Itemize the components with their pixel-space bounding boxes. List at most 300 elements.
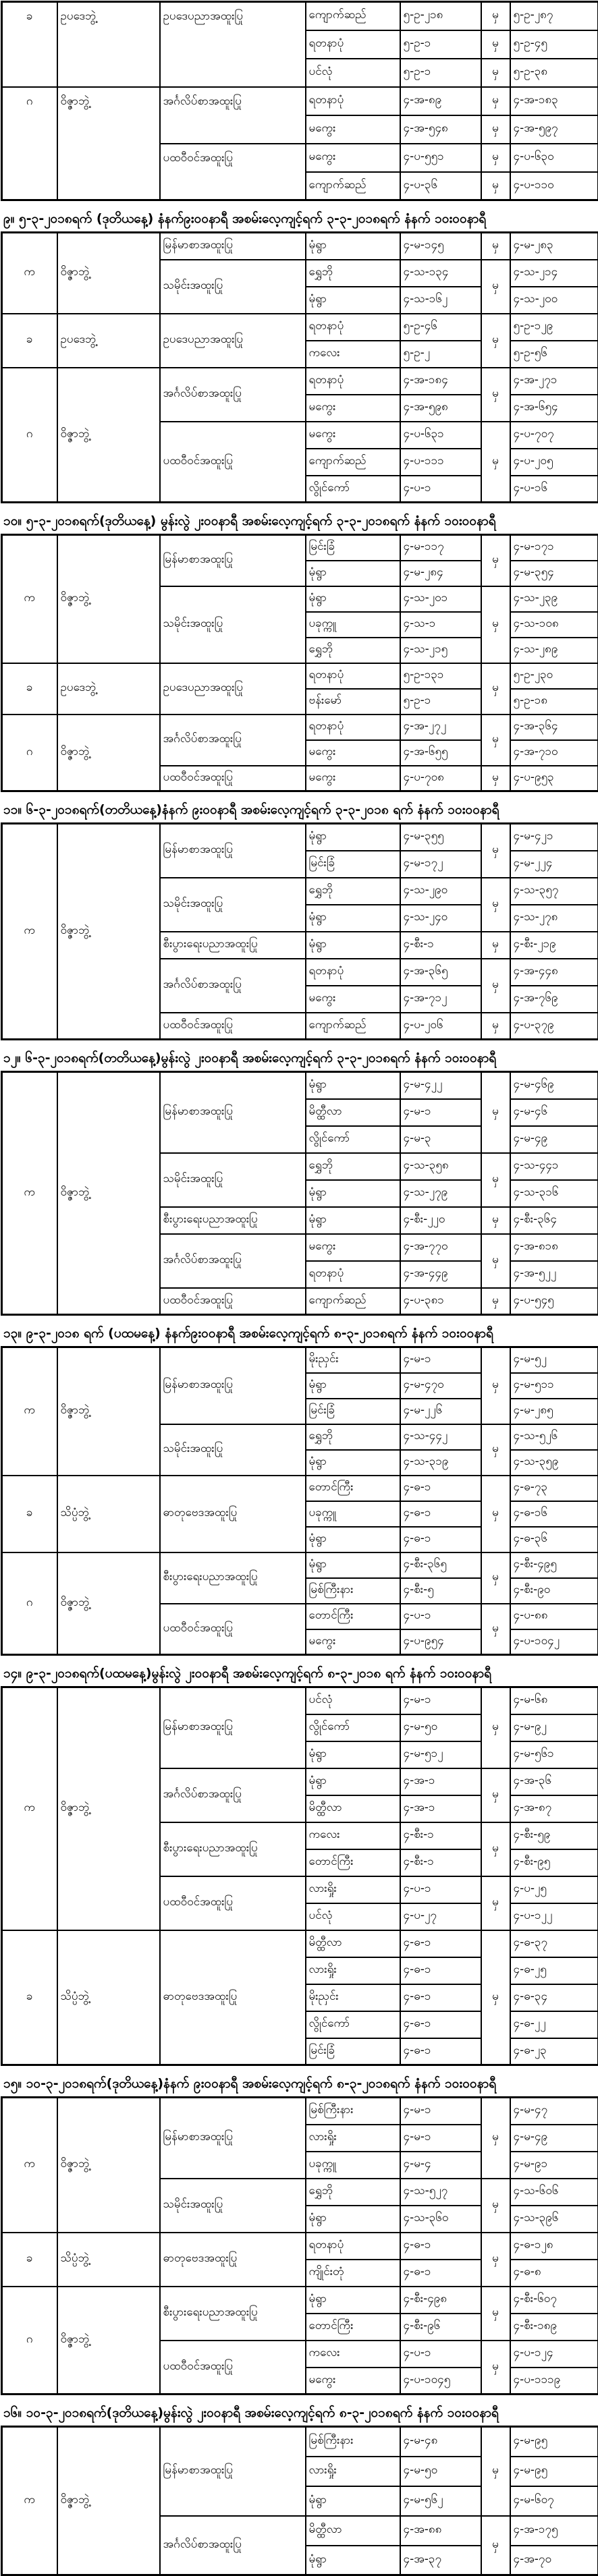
- exam-center-cell: မိုးညှင်း: [306, 1984, 400, 2011]
- subject-cell: ဓာတုဗေဒအထူးပြု: [160, 1476, 306, 1552]
- roll-to-cell: ၄-စီး-၉၅: [510, 1849, 598, 1876]
- subject-cell: သမိုင်းအထူးပြု: [160, 260, 306, 314]
- exam-center-cell: မုံရွာ: [306, 2287, 400, 2314]
- roll-from-cell: ၄-မ-၁: [400, 1099, 481, 1126]
- degree-cell: ဝိဇ္ဇာဘွဲ့: [57, 2427, 160, 2575]
- roll-from-cell: ၄-စီး-၃၆၅: [400, 1552, 481, 1578]
- degree-cell: ဥပဒေဘွဲ့: [57, 314, 160, 368]
- table-row: [2, 233, 598, 260]
- roll-from-cell: ၄-အ-၃၇: [400, 2546, 481, 2575]
- section-heading: ၁၅။ ၁၀-၃-၂၀၁၈ရက်(ဒုတိယနေ့)နံနက် ၉း၀၀နာရီ အစမ်းလေ့ကျင့်ရက် ၈-၃-၂၀၁၈ရက် နံနက် ၁၀း၀၀နာရီ: [1, 2066, 597, 2096]
- roll-to-cell: ၄-မ-၄၆၉: [510, 1072, 598, 1099]
- exam-center-cell: ရွှေဘို: [306, 638, 400, 663]
- subject-cell: ဓာတုဗေဒအထူးပြု: [160, 1930, 306, 2065]
- from-to-connector-cell: မှ: [481, 2287, 510, 2341]
- subject-cell: မြန်မာစာအထူးပြု: [160, 2427, 306, 2516]
- from-to-connector-cell: မှ: [481, 1876, 510, 1930]
- roll-from-cell: ၄-ပ-၁: [400, 1604, 481, 1629]
- roll-to-cell: ၄-ဓ-၁၂၈: [510, 2233, 598, 2260]
- roll-to-cell: ၄-ပ-၆၃၀: [510, 144, 598, 172]
- subject-cell: မြန်မာစာအထူးပြု: [160, 1072, 306, 1153]
- from-to-connector-cell: မှ: [481, 144, 510, 172]
- subject-cell: စီးပွားရေးပညာအထူးပြု: [160, 1822, 306, 1876]
- serial-cell: ခ: [2, 1930, 57, 2065]
- exam-center-cell: ရတနာပုံ: [306, 663, 400, 689]
- roll-from-cell: ၄-အ-၇၁၂: [400, 986, 481, 1013]
- exam-center-cell: မုံရွာ: [306, 1373, 400, 1399]
- exam-center-cell: ရွှေဘို: [306, 878, 400, 905]
- roll-from-cell: ၄-ပ-၆၃၁: [400, 422, 481, 449]
- from-to-connector-cell: မှ: [481, 1288, 510, 1315]
- exam-center-cell: မုံရွာ: [306, 287, 400, 314]
- roll-from-cell: ၄-မ-၁၁၇: [400, 535, 481, 561]
- from-to-connector-cell: မှ: [481, 1476, 510, 1552]
- roll-from-cell: ၄-ပ-၂၀၆: [400, 1013, 481, 1040]
- roll-to-cell: ၄-ဓ-၂၃: [510, 2038, 598, 2065]
- from-to-connector-cell: မှ: [481, 932, 510, 959]
- exam-center-cell: မုံရွာ: [306, 2206, 400, 2233]
- from-to-connector-cell: မှ: [481, 586, 510, 663]
- serial-cell: က: [2, 1072, 57, 1315]
- exam-center-cell: မိတ္ထီလာ: [306, 1795, 400, 1822]
- schedule-section: [1, 1316, 597, 1656]
- roll-from-cell: ၄-မ-၁၄၅: [400, 233, 481, 260]
- roll-from-cell: ၄-မ-၄: [400, 2152, 481, 2179]
- roll-from-cell: ၄-စီး-၁: [400, 1849, 481, 1876]
- roll-to-cell: ၄-သ-၂၁၄: [510, 260, 598, 287]
- roll-from-cell: ၄-မ-၅၁၂: [400, 1741, 481, 1768]
- exam-center-cell: လွိုင်ကော်: [306, 476, 400, 503]
- schedule-section: [1, 1, 597, 201]
- from-to-connector-cell: မှ: [481, 87, 510, 115]
- roll-from-cell: ၄-အ-၁: [400, 1768, 481, 1795]
- from-to-connector-cell: မှ: [481, 2427, 510, 2516]
- section-heading: ၁၂။ ၆-၃-၂၀၁၈ရက်(တတိယနေ့)မွန်းလွဲ ၂း၀၀နာရီ အစမ်းလေ့ကျင့်ရက် ၃-၃-၂၀၁၈ရက် နံနက် ၁၀း၀၀နာရီ: [1, 1040, 597, 1071]
- exam-center-cell: မုံရွာ: [306, 1768, 400, 1795]
- from-to-connector-cell: မှ: [481, 422, 510, 503]
- serial-cell: က: [2, 535, 57, 663]
- exam-center-cell: မြစ်ကြီးနား: [306, 2427, 400, 2457]
- schedule-section: [1, 1040, 597, 1316]
- subject-cell: ဥပဒေပညာအထူးပြု: [160, 663, 306, 715]
- roll-from-cell: ၄-မ-၅၀: [400, 1714, 481, 1741]
- roll-to-cell: ၄-အ-၇၆၉: [510, 986, 598, 1013]
- roll-from-cell: ၄-မ-၁: [400, 1687, 481, 1714]
- from-to-connector-cell: မှ: [481, 2341, 510, 2395]
- roll-to-cell: ၄-မ-၄၇: [510, 2098, 598, 2125]
- exam-center-cell: မုံရွာ: [306, 586, 400, 612]
- serial-cell: ခ: [2, 2233, 57, 2287]
- roll-from-cell: ၄-မ-၁: [400, 2098, 481, 2125]
- roll-to-cell: ၄-ဓ-၂၅: [510, 1957, 598, 1984]
- roll-to-cell: ၄-ပ-၁၁၁၉: [510, 2368, 598, 2395]
- subject-cell: မြန်မာစာအထူးပြု: [160, 1687, 306, 1768]
- roll-to-cell: ၄-မ-၄၆: [510, 1099, 598, 1126]
- roll-to-cell: ၄-မ-၅၂: [510, 1347, 598, 1373]
- roll-from-cell: ၅-ဥ-၁: [400, 59, 481, 87]
- exam-center-cell: တောင်ကြီး: [306, 1849, 400, 1876]
- roll-to-cell: ၅-ဥ-၄၅: [510, 30, 598, 59]
- exam-center-cell: ပင်လုံ: [306, 1903, 400, 1930]
- exam-center-cell: လွိုင်ကော်: [306, 2011, 400, 2038]
- exam-seating-table: [1, 1346, 598, 1656]
- roll-to-cell: ၄-သ-၅၂၆: [510, 1424, 598, 1450]
- exam-center-cell: မကွေး: [306, 766, 400, 791]
- exam-center-cell: တောင်ကြီး: [306, 2314, 400, 2341]
- from-to-connector-cell: မှ: [481, 2233, 510, 2287]
- roll-to-cell: ၄-အ-၂၇၁: [510, 368, 598, 395]
- roll-from-cell: ၄-အ-၆၅၅: [400, 740, 481, 766]
- exam-center-cell: ရတနာပုံ: [306, 314, 400, 341]
- subject-cell: စီးပွားရေးပညာအထူးပြု: [160, 1552, 306, 1604]
- exam-center-cell: ရတနာပုံ: [306, 368, 400, 395]
- roll-to-cell: ၄-သ-၃၅၉: [510, 1450, 598, 1476]
- roll-from-cell: ၅-ဥ-၂၁၈: [400, 2, 481, 30]
- roll-from-cell: ၄-အ-၁: [400, 1795, 481, 1822]
- roll-from-cell: ၄-မ-၁၇၂: [400, 851, 481, 878]
- exam-center-cell: ကလေး: [306, 1822, 400, 1849]
- subject-cell: ပထဝီဝင်အထူးပြု: [160, 2341, 306, 2395]
- exam-center-cell: မုံရွာ: [306, 932, 400, 959]
- exam-center-cell: မိတ္ထီလာ: [306, 2516, 400, 2546]
- degree-cell: ဝိဇ္ဇာဘွဲ့: [57, 715, 160, 791]
- roll-to-cell: ၄-သ-၁၀၈: [510, 612, 598, 638]
- exam-center-cell: ရတနာပုံ: [306, 2233, 400, 2260]
- subject-cell: စီးပွားရေးပညာအထူးပြု: [160, 932, 306, 959]
- roll-from-cell: ၄-ပ-၁: [400, 476, 481, 503]
- roll-from-cell: ၄-မ-၂၂၆: [400, 1399, 481, 1424]
- exam-seating-table: [1, 1, 598, 201]
- roll-from-cell: ၄-ပ-၁: [400, 2341, 481, 2368]
- subject-cell: မြန်မာစာအထူးပြု: [160, 233, 306, 260]
- roll-to-cell: ၄-ဓ-၁၆: [510, 1501, 598, 1527]
- roll-from-cell: ၄-မ-၃: [400, 1126, 481, 1153]
- exam-center-cell: ကလေး: [306, 2341, 400, 2368]
- roll-from-cell: ၅-ဥ-၁၃၁: [400, 663, 481, 689]
- exam-center-cell: ပင်လုံ: [306, 1687, 400, 1714]
- exam-center-cell: မြင်းခြံ: [306, 535, 400, 561]
- exam-center-cell: ရတနာပုံ: [306, 715, 400, 740]
- table-row: [2, 1476, 598, 1501]
- exam-center-cell: လားရှိုး: [306, 1876, 400, 1903]
- roll-to-cell: ၄-ဓ-၇၃: [510, 1476, 598, 1501]
- subject-cell: အင်္ဂလိပ်စာအထူးပြု: [160, 715, 306, 766]
- subject-cell: ဥပဒေပညာအထူးပြု: [160, 314, 306, 368]
- degree-cell: ဝိဇ္ဇာဘွဲ့: [57, 368, 160, 503]
- roll-to-cell: ၄-မ-၉၁: [510, 2152, 598, 2179]
- serial-cell: ဂ: [2, 87, 57, 200]
- serial-cell: ဂ: [2, 2287, 57, 2395]
- schedule-section: [1, 792, 597, 1040]
- section-heading: ၁၆။ ၁၀-၃-၂၀၁၈ရက်(ဒုတိယနေ့)မွန်းလွဲ ၂း၀၀နာရီ အစမ်းလေ့ကျင့်ရက် ၈-၃-၂၀၁၈ရက် နံနက် ၁၀း၀၀နာရီ: [1, 2395, 597, 2426]
- from-to-connector-cell: မှ: [481, 2516, 510, 2575]
- schedule-section: [1, 201, 597, 503]
- subject-cell: ပထဝီဝင်အထူးပြု: [160, 766, 306, 791]
- table-row: [2, 2287, 598, 2314]
- degree-cell: သိပ္ပံဘွဲ့: [57, 2233, 160, 2287]
- section-heading: ၁၃။ ၉-၃-၂၀၁၈ ရက် (ပထမနေ့) နံနက်၉း၀၀နာရီ အစမ်းလေ့ကျင့်ရက် ၈-၃-၂၀၁၈ရက် နံနက် ၁၀း၀၀နာရီ: [1, 1316, 597, 1346]
- roll-from-cell: ၄-စီး-၉၆: [400, 2314, 481, 2341]
- roll-from-cell: ၄-သ-၁၆၂: [400, 287, 481, 314]
- roll-from-cell: ၄-ပ-၃၆: [400, 172, 481, 200]
- roll-to-cell: ၄-မ-၉၂: [510, 1714, 598, 1741]
- roll-to-cell: ၄-မ-၂၂၄: [510, 851, 598, 878]
- exam-center-cell: ရတနာပုံ: [306, 30, 400, 59]
- exam-center-cell: မုံရွာ: [306, 1552, 400, 1578]
- exam-center-cell: ဗန်းမော်: [306, 689, 400, 715]
- roll-from-cell: ၄-သ-၁: [400, 612, 481, 638]
- roll-to-cell: ၄-ဓ-၂၂: [510, 2011, 598, 2038]
- from-to-connector-cell: မှ: [481, 1234, 510, 1288]
- from-to-connector-cell: မှ: [481, 535, 510, 586]
- exam-center-cell: မကွေး: [306, 395, 400, 422]
- subject-cell: စီးပွားရေးပညာအထူးပြု: [160, 1207, 306, 1234]
- degree-cell: ဝိဇ္ဇာဘွဲ့: [57, 87, 160, 200]
- degree-cell: ဝိဇ္ဇာဘွဲ့: [57, 233, 160, 314]
- degree-cell: ဝိဇ္ဇာဘွဲ့: [57, 1347, 160, 1476]
- roll-to-cell: ၄-မ-၄၉: [510, 1126, 598, 1153]
- roll-to-cell: ၄-မ-၉၅: [510, 2457, 598, 2486]
- roll-from-cell: ၄-သ-၂၄၀: [400, 905, 481, 932]
- table-row: [2, 314, 598, 341]
- subject-cell: ပထဝီဝင်အထူးပြု: [160, 144, 306, 200]
- roll-from-cell: ၄-ပ-၃၈၁: [400, 1288, 481, 1315]
- exam-center-cell: ရွှေဘို: [306, 1424, 400, 1450]
- roll-to-cell: ၄-အ-၈၇: [510, 1795, 598, 1822]
- exam-center-cell: လွိုင်ကော်: [306, 1714, 400, 1741]
- roll-to-cell: ၄-ပ-၂၅: [510, 1876, 598, 1903]
- roll-from-cell: ၄-မ-၁: [400, 1347, 481, 1373]
- roll-to-cell: ၅-ဥ-၁၈: [510, 689, 598, 715]
- roll-from-cell: ၄-ဓ-၁: [400, 2011, 481, 2038]
- roll-from-cell: ၄-အ-၃၆၅: [400, 959, 481, 986]
- from-to-connector-cell: မှ: [481, 2179, 510, 2233]
- roll-to-cell: ၄-အ-၃၆၄: [510, 715, 598, 740]
- roll-to-cell: ၄-ပ-၇၀၇: [510, 422, 598, 449]
- from-to-connector-cell: မှ: [481, 1552, 510, 1604]
- roll-to-cell: ၄-ပ-၁၀၄၂: [510, 1629, 598, 1655]
- exam-center-cell: မြင်းခြံ: [306, 2038, 400, 2065]
- exam-center-cell: မကွေး: [306, 1234, 400, 1261]
- subject-cell: သမိုင်းအထူးပြု: [160, 878, 306, 932]
- exam-center-cell: ကျိုင်းတုံ: [306, 2260, 400, 2287]
- exam-center-cell: မကွေး: [306, 422, 400, 449]
- from-to-connector-cell: မှ: [481, 172, 510, 200]
- roll-to-cell: ၄-မ-၁၇၁: [510, 535, 598, 561]
- exam-center-cell: မိတ္ထီလာ: [306, 1930, 400, 1957]
- roll-to-cell: ၄-စီး-၃၆၄: [510, 1207, 598, 1234]
- subject-cell: မြန်မာစာအထူးပြု: [160, 2098, 306, 2179]
- exam-center-cell: ပင်လုံ: [306, 59, 400, 87]
- roll-from-cell: ၄-အ-၄၄၉: [400, 1261, 481, 1288]
- table-row: [2, 368, 598, 395]
- exam-center-cell: မုံရွာ: [306, 2486, 400, 2516]
- roll-to-cell: ၄-ပ-၅၄၅: [510, 1288, 598, 1315]
- exam-center-cell: မကွေး: [306, 1629, 400, 1655]
- roll-to-cell: ၄-သ-၂၇၈: [510, 905, 598, 932]
- exam-center-cell: မုံရွာ: [306, 1741, 400, 1768]
- from-to-connector-cell: မှ: [481, 1604, 510, 1655]
- serial-cell: ခ: [2, 663, 57, 715]
- serial-cell: က: [2, 2098, 57, 2233]
- exam-center-cell: မြင်းခြံ: [306, 1399, 400, 1424]
- roll-to-cell: ၄-အ-၅၉၇: [510, 115, 598, 144]
- table-row: [2, 535, 598, 561]
- from-to-connector-cell: မှ: [481, 663, 510, 715]
- degree-cell: ဝိဇ္ဇာဘွဲ့: [57, 1687, 160, 1930]
- from-to-connector-cell: မှ: [481, 1347, 510, 1424]
- subject-cell: မြန်မာစာအထူးပြု: [160, 824, 306, 878]
- roll-to-cell: ၅-ဥ-၁၂၉: [510, 314, 598, 341]
- exam-center-cell: မကွေး: [306, 115, 400, 144]
- roll-from-cell: ၄-စီး-၁: [400, 1822, 481, 1849]
- exam-center-cell: မုံရွာ: [306, 1180, 400, 1207]
- exam-center-cell: မကွေး: [306, 740, 400, 766]
- roll-from-cell: ၄-မ-၄၂၂: [400, 1072, 481, 1099]
- from-to-connector-cell: မှ: [481, 824, 510, 878]
- from-to-connector-cell: မှ: [481, 766, 510, 791]
- from-to-connector-cell: မှ: [481, 1822, 510, 1876]
- exam-center-cell: လားရှိုး: [306, 1957, 400, 1984]
- exam-center-cell: မုံရွာ: [306, 1527, 400, 1552]
- roll-to-cell: ၄-မ-၄၉: [510, 2125, 598, 2152]
- section-heading: ၁၄။ ၉-၃-၂၀၁၈ရက်(ပထမနေ့)မွန်းလွဲ ၂း၀၀နာရီ အစမ်းလေ့ကျင့်ရက် ၈-၃-၂၀၁၈ ရက် နံနက် ၁၀း၀၀နာရီ: [1, 1656, 597, 1686]
- table-row: [2, 2, 598, 30]
- roll-from-cell: ၄-မ-၅၆၂: [400, 2486, 481, 2516]
- from-to-connector-cell: မှ: [481, 959, 510, 1013]
- table-row: [2, 1930, 598, 1957]
- from-to-connector-cell: မှ: [481, 115, 510, 144]
- exam-center-cell: မုံရွာ: [306, 1207, 400, 1234]
- exam-center-cell: မုံရွာ: [306, 233, 400, 260]
- from-to-connector-cell: မှ: [481, 1013, 510, 1040]
- roll-to-cell: ၄-ဓ-၃၇: [510, 1930, 598, 1957]
- roll-from-cell: ၄-ပ-၉၅၄: [400, 1629, 481, 1655]
- roll-from-cell: ၄-အ-၈၈: [400, 2516, 481, 2546]
- roll-to-cell: ၄-ဓ-၃၆: [510, 1527, 598, 1552]
- degree-cell: ဝိဇ္ဇာဘွဲ့: [57, 1552, 160, 1655]
- roll-to-cell: ၄-အ-၇၁၀: [510, 740, 598, 766]
- serial-cell: က: [2, 824, 57, 1040]
- roll-to-cell: ၄-သ-၂၀၀: [510, 287, 598, 314]
- subject-cell: သမိုင်းအထူးပြု: [160, 1424, 306, 1476]
- roll-to-cell: ၄-အ-၁၇၅: [510, 2516, 598, 2546]
- serial-cell: ဂ: [2, 368, 57, 503]
- roll-to-cell: ၄-ပ-၁၁၀: [510, 172, 598, 200]
- roll-from-cell: ၄-မ-၂၈၄: [400, 561, 481, 586]
- table-row: [2, 1347, 598, 1373]
- exam-center-cell: တောင်ကြီး: [306, 1476, 400, 1501]
- degree-cell: ဥပဒေဘွဲ့: [57, 663, 160, 715]
- roll-to-cell: ၅-ဥ-၂၈၇: [510, 2, 598, 30]
- exam-center-cell: ရတနာပုံ: [306, 87, 400, 115]
- roll-to-cell: ၄-စီး-၄၉၅: [510, 1552, 598, 1578]
- subject-cell: စီးပွားရေးပညာအထူးပြု: [160, 2287, 306, 2341]
- subject-cell: အင်္ဂလိပ်စာအထူးပြု: [160, 87, 306, 144]
- roll-to-cell: ၄-ပ-၉၅၃: [510, 766, 598, 791]
- roll-from-cell: ၄-ဓ-၁: [400, 1501, 481, 1527]
- from-to-connector-cell: မှ: [481, 314, 510, 368]
- from-to-connector-cell: မှ: [481, 59, 510, 87]
- roll-to-cell: ၄-သ-၆၀၆: [510, 2179, 598, 2206]
- roll-from-cell: ၄-မ-၃၅၅: [400, 824, 481, 851]
- exam-center-cell: မုံရွာ: [306, 1072, 400, 1099]
- exam-center-cell: ကျောက်ဆည်: [306, 2, 400, 30]
- roll-from-cell: ၄-အ-၂၇၂: [400, 715, 481, 740]
- roll-to-cell: ၄-အ-၃၆: [510, 1768, 598, 1795]
- roll-to-cell: ၄-စီး-၉၀: [510, 1578, 598, 1604]
- serial-cell: က: [2, 233, 57, 314]
- subject-cell: ပထဝီဝင်အထူးပြု: [160, 422, 306, 503]
- roll-to-cell: ၄-မ-၆၀၇: [510, 2486, 598, 2516]
- degree-cell: ဝိဇ္ဇာဘွဲ့: [57, 535, 160, 663]
- exam-center-cell: ကျောက်ဆည်: [306, 1013, 400, 1040]
- roll-to-cell: ၄-မ-၉၅: [510, 2427, 598, 2457]
- roll-to-cell: ၄-အ-၈၁၈: [510, 1234, 598, 1261]
- roll-from-cell: ၄-စီး-၂၂၀: [400, 1207, 481, 1234]
- from-to-connector-cell: မှ: [481, 1687, 510, 1768]
- schedule-section: [1, 1656, 597, 2066]
- serial-cell: ဂ: [2, 715, 57, 791]
- roll-from-cell: ၄-ဓ-၁: [400, 1984, 481, 2011]
- roll-to-cell: ၄-သ-၂၈၉: [510, 638, 598, 663]
- exam-center-cell: မကွေး: [306, 986, 400, 1013]
- exam-center-cell: မိုးညှင်း: [306, 1347, 400, 1373]
- section-heading: ၁၁။ ၆-၃-၂၀၁၈ရက်(တတိယနေ့)နံနက် ၉း၀၀နာရီ အစမ်းလေ့ကျင့်ရက် ၃-၃-၂၀၁၈ ရက် နံနက် ၁၀း၀၀နာရီ: [1, 792, 597, 822]
- from-to-connector-cell: မှ: [481, 1207, 510, 1234]
- exam-center-cell: ရွှေဘို: [306, 2179, 400, 2206]
- section-heading: ၉။ ၅-၃-၂၀၁၈ရက် (ဒုတိယနေ့) နံနက်၉း၀၀နာရီ အစမ်းလေ့ကျင့်ရက် ၃-၃-၂၀၁၈ရက် နံနက် ၁၀း၀၀နာရီ: [1, 201, 597, 231]
- roll-to-cell: ၄-သ-၃၉၆: [510, 2206, 598, 2233]
- roll-from-cell: ၄-မ-၄၇၀: [400, 1373, 481, 1399]
- roll-from-cell: ၅-ဥ-၁: [400, 30, 481, 59]
- roll-to-cell: ၄-မ-၅၁၁: [510, 1373, 598, 1399]
- roll-from-cell: ၄-သ-၃၁၉: [400, 1450, 481, 1476]
- exam-center-cell: မြစ်ကြီးနား: [306, 2098, 400, 2125]
- roll-to-cell: ၄-အ-၁၈၃: [510, 87, 598, 115]
- schedule-section: [1, 2395, 597, 2576]
- roll-from-cell: ၄-သ-၂၇၉: [400, 1180, 481, 1207]
- roll-to-cell: ၄-အ-၅၂၂: [510, 1261, 598, 1288]
- from-to-connector-cell: မှ: [481, 30, 510, 59]
- exam-center-cell: ပခုက္ကူ: [306, 1501, 400, 1527]
- exam-center-cell: မုံရွာ: [306, 1450, 400, 1476]
- roll-to-cell: ၄-ပ-၁၆: [510, 476, 598, 503]
- section-heading: ၁၀။ ၅-၃-၂၀၁၈ရက်(ဒုတိယနေ့) မွန်းလွဲ ၂း၀၀နာရီ အစမ်းလေ့ကျင့်ရက် ၃-၃-၂၀၁၈ရက် နံနက် ၁၀း၀၀နာရီ: [1, 503, 597, 534]
- exam-center-cell: မြင်းခြံ: [306, 851, 400, 878]
- subject-cell: အင်္ဂလိပ်စာအထူးပြု: [160, 1234, 306, 1288]
- roll-from-cell: ၄-စီး-၁: [400, 932, 481, 959]
- roll-to-cell: ၄-မ-၅၆၁: [510, 1741, 598, 1768]
- serial-cell: ခ: [2, 1476, 57, 1552]
- serial-cell: က: [2, 2427, 57, 2575]
- from-to-connector-cell: မှ: [481, 1153, 510, 1207]
- degree-cell: ဝိဇ္ဇာဘွဲ့: [57, 2287, 160, 2395]
- roll-to-cell: ၄-ပ-၁၂၂: [510, 1903, 598, 1930]
- roll-to-cell: ၄-စီး-၅၉: [510, 1822, 598, 1849]
- subject-cell: အင်္ဂလိပ်စာအထူးပြု: [160, 2516, 306, 2575]
- roll-to-cell: ၄-စီး-၁၈၉: [510, 2314, 598, 2341]
- degree-cell: သိပ္ပံဘွဲ့: [57, 1476, 160, 1552]
- roll-from-cell: ၄-သ-၂၉၀: [400, 878, 481, 905]
- roll-from-cell: ၄-ဓ-၁: [400, 1957, 481, 1984]
- exam-center-cell: ရတနာပုံ: [306, 1261, 400, 1288]
- exam-center-cell: ကျောက်ဆည်: [306, 449, 400, 476]
- from-to-connector-cell: မှ: [481, 368, 510, 422]
- from-to-connector-cell: မှ: [481, 233, 510, 260]
- exam-center-cell: မုံရွာ: [306, 824, 400, 851]
- exam-center-cell: တောင်ကြီး: [306, 1604, 400, 1629]
